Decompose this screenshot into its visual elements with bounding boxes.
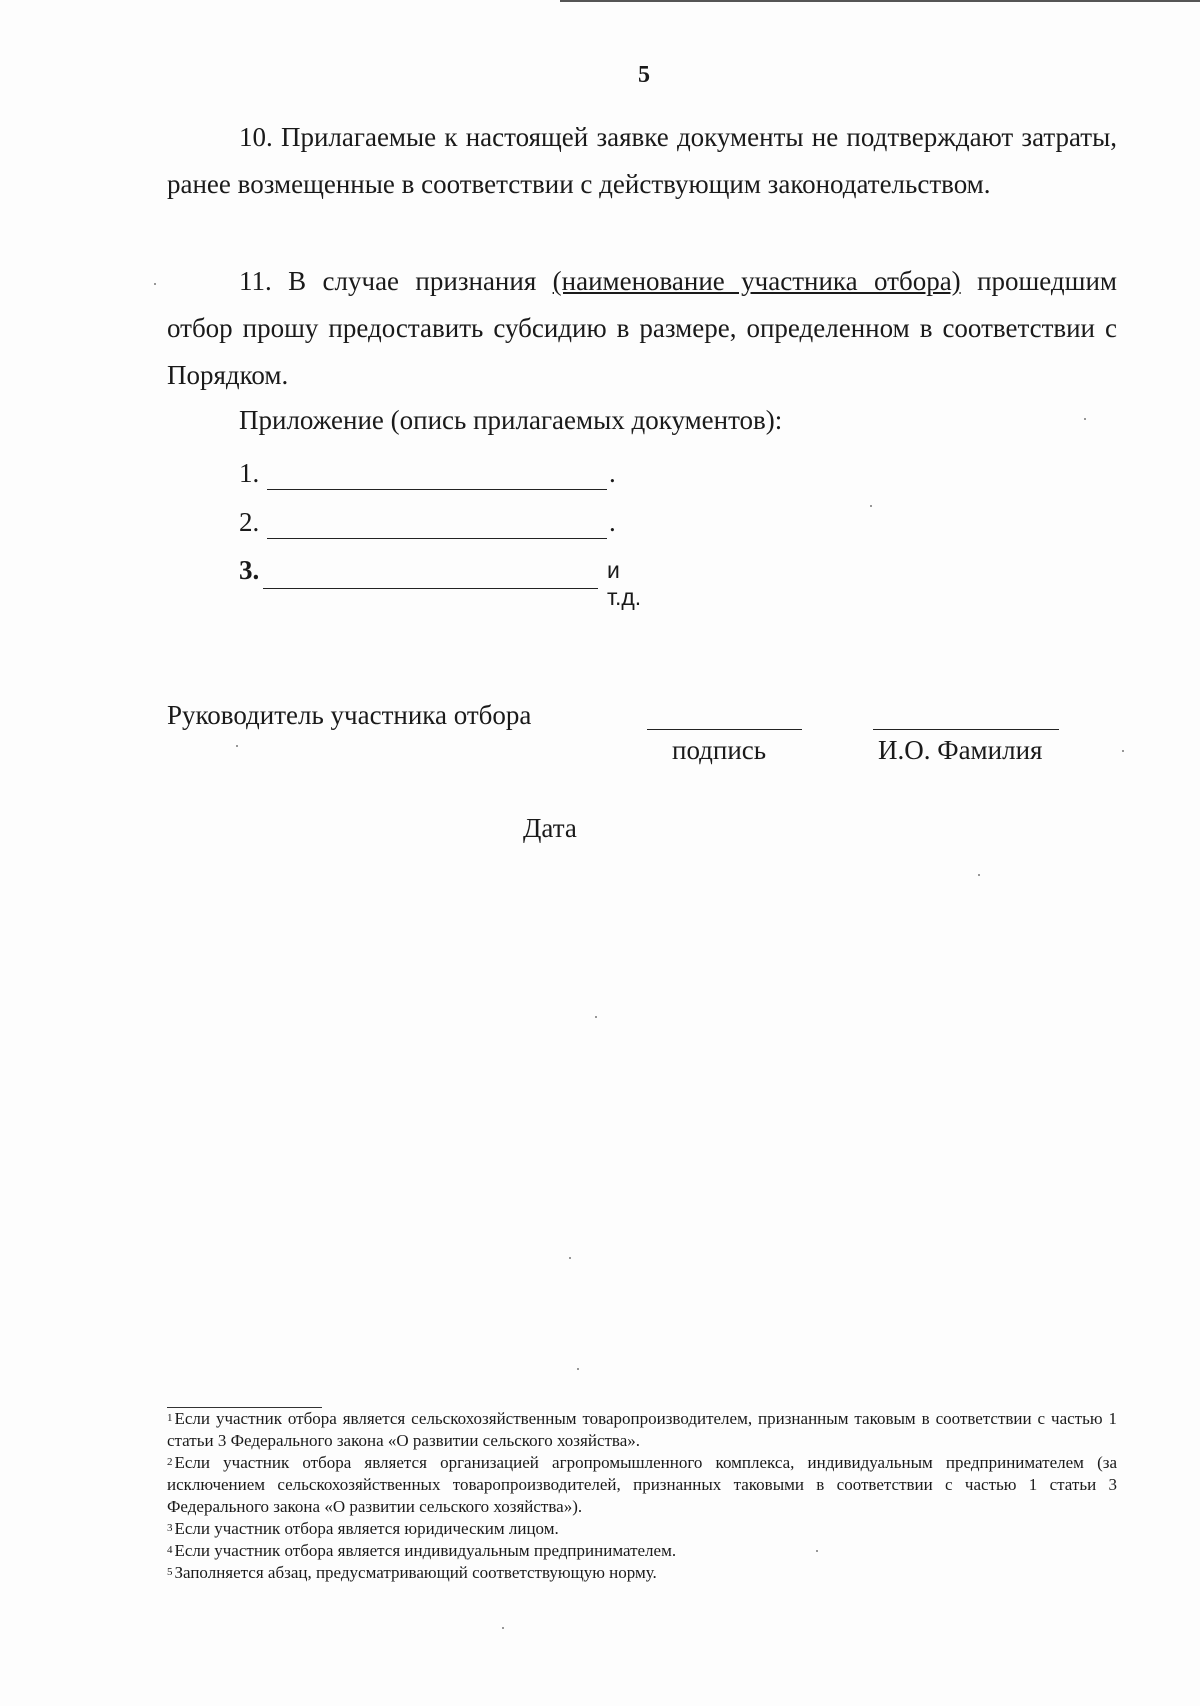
paragraph-10: 10. Прилагаемые к настоящей заявке документы не подтверждают затраты, ранее возмещенные в соответствии с действующим законодательством. [167,122,1117,199]
appendix-item-tail: . [609,458,616,488]
scan-speck [1084,418,1086,420]
footnote [167,1562,1117,1584]
appendix-item [239,458,616,498]
appendix-title: Приложение (опись прилагаемых документов): [239,405,783,435]
footnote [167,1540,1117,1562]
footnotes [167,1408,1117,1584]
scan-speck [154,283,156,285]
name-line [873,729,1059,730]
fill-in-line [267,538,607,539]
scan-speck [577,1368,579,1370]
appendix-item-tail: . [609,507,616,537]
scan-speck [236,745,238,747]
footnote [167,1408,1117,1452]
scan-speck [502,1627,504,1629]
scan-speck [978,874,980,876]
participant-name-placeholder: (наименование участника отбора) [552,266,961,296]
appendix-item-tail: и т.д. [607,557,642,610]
signature-line [647,729,802,730]
footnote-mark: 5 [167,1566,173,1578]
scan-speck [870,505,872,507]
footnote-mark: 4 [167,1544,173,1556]
footnote-mark: 1 [167,1412,173,1424]
scan-edge [560,0,1200,2]
scan-speck [569,1257,571,1259]
signatory-title: Руководитель участника отбора [167,700,532,730]
fill-in-line [267,489,607,490]
appendix-item-number: 2. [239,507,260,537]
footnote-text: Если участник отбора является организацией агропромышленного комплекса, индивидуальным предпринимателем (за исключением сельскохозяйственных товаропроизводителей, признанных таковыми в соответствии с частью 1 статьи 3 Федерального закона «О развитии сельского хозяйства»). [167,1453,1117,1516]
scan-speck [595,1016,597,1018]
appendix-item [239,507,616,547]
footnote-mark: 2 [167,1456,173,1468]
paragraph-11-text-end: прошедшим отбор прошу предоставить субсидию в размере, определенном в соответствии с Порядком. [167,266,1117,390]
footnote-text: Если участник отбора является индивидуальным предпринимателем. [174,1541,677,1560]
footnote-mark: 3 [167,1522,173,1534]
paragraph-11 [167,258,1117,399]
date-label: Дата [523,813,577,843]
fill-in-line [263,588,598,589]
appendix-item-number: 1. [239,458,260,488]
appendix-item [239,555,642,610]
scan-speck [1122,750,1124,752]
footnote [167,1452,1117,1518]
footnote [167,1518,1117,1540]
scan-speck [816,1550,818,1552]
footnote-text: Заполняется абзац, предусматривающий соответствующую норму. [174,1563,657,1582]
paragraph-11-text-start: 11. В случае признания [239,266,553,296]
footnote-text: Если участник отбора является сельскохозяйственным товаропроизводителем, признанным таковым в соответствии с частью 1 статьи 3 Федерального закона «О развитии сельского хозяйства». [167,1409,1117,1450]
page-number: 5 [638,62,650,88]
appendix-item-number: 3. [239,555,260,585]
signature-caption: подпись [672,735,767,765]
footnote-text: Если участник отбора является юридическим лицом. [174,1519,559,1538]
name-caption: И.О. Фамилия [878,735,1043,765]
